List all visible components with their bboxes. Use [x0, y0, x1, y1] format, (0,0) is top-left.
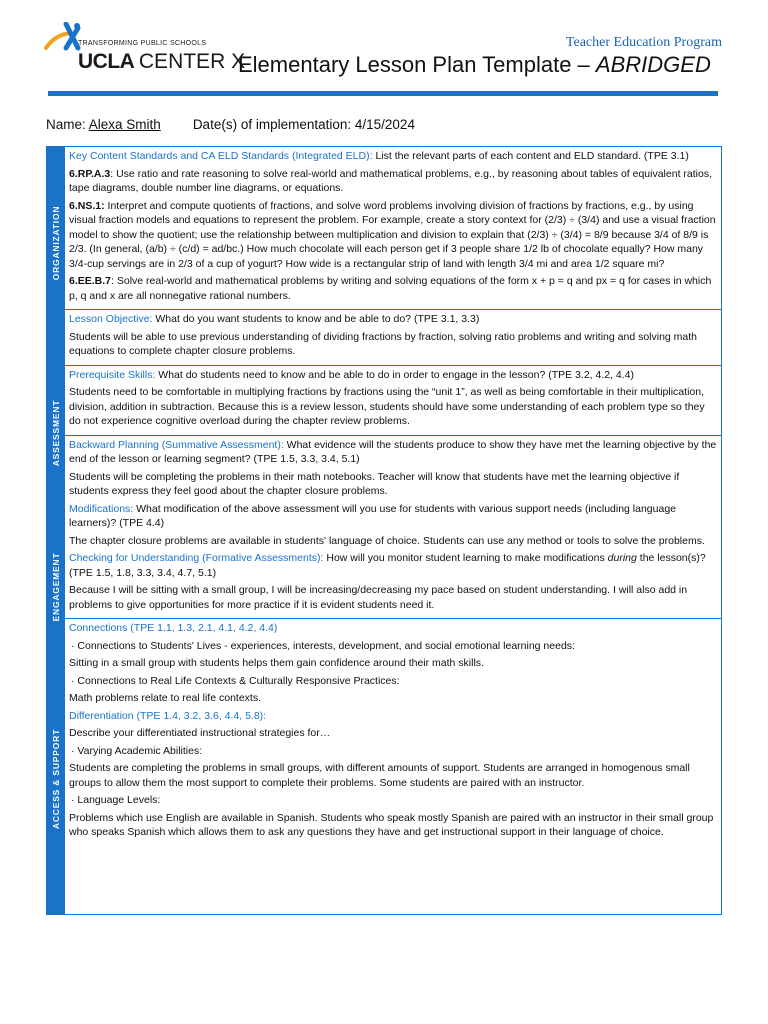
objective-prompt	[69, 312, 717, 327]
page-title	[238, 52, 711, 78]
standard-item	[69, 199, 717, 272]
engagement-section	[65, 436, 721, 620]
logo-centerx: CENTER X	[138, 50, 246, 73]
checking-prompt-b: the lesson(s)? (TPE 1.5, 1.8, 3.3, 3.4, 4.7, 5.1)	[69, 552, 706, 579]
side-label-engagement: ENGAGEMENT	[51, 552, 61, 622]
prereq-prompt	[69, 368, 717, 383]
checking-prompt	[69, 551, 717, 580]
header-divider	[48, 91, 718, 96]
modifications-answer: The chapter closure problems are available in students' language of choice. Students can use any method or tools to solve the problems.	[69, 534, 705, 547]
name-value: Alexa Smith	[88, 117, 161, 132]
standard-item	[69, 274, 717, 303]
differentiation-academic-label: · Varying Academic Abilities:	[71, 744, 203, 757]
prereq-answer: Students need to be comfortable in multiplying fractions by fractions using the “unit 1”, as well as being comfortable in their multiplication, division, addition in subtraction. Because this is a review lesson, students should have some understanding of each problem type so they do not experience cognitive overload during the chapter review problems.	[69, 386, 705, 427]
checking-answer: Because I will be sitting with a small group, I will be increasing/decreasing my pace based on student understanding. I will also add in problems to give opportunities for more practice if it is evident students need it.	[69, 584, 688, 611]
differentiation-language-label: · Language Levels:	[71, 794, 161, 806]
title-main: Elementary Lesson Plan Template –	[238, 52, 596, 77]
differentiation-language-answer: Problems which use English are available in Spanish. Students who speak mostly Spanish are paired with an instructor in their small group who speaks Spanish which allows them to ask any questions they have and get instructional support in their language of choice.	[69, 811, 714, 838]
side-label-assessment: ASSESSMENT	[51, 399, 61, 467]
logo-ucla: UCLA	[78, 50, 134, 73]
modifications-prompt-text: What modification of the above assessment will you use for students with various support needs (including language learners)? (TPE 4.4)	[69, 502, 677, 529]
lesson-plan-table	[46, 146, 722, 915]
checking-heading: Checking for Understanding (Formative Assessments):	[69, 552, 327, 564]
standard-code: 6.RP.A.3	[69, 167, 111, 180]
logo-tagline: TRANSFORMING PUBLIC SCHOOLS	[78, 40, 207, 47]
standard-item	[69, 167, 717, 196]
objective-prompt-text: What do you want students to know and be able to do? (TPE 3.1, 3.3)	[155, 313, 480, 325]
prereq-prompt-text: What do students need to know and be able to do in order to engage in the lesson? (TPE 3.2, 4.2, 4.4)	[158, 368, 635, 381]
objective-answer: Students will be able to use previous understanding of dividing fractions by fraction, solving ratio problems and writing and solving math equations to complete chapter closure problems.	[69, 330, 698, 357]
standard-code: 6.EE.B.7	[69, 275, 112, 287]
prereq-section	[65, 366, 721, 436]
logo-wordmark	[78, 50, 245, 74]
modifications-heading: Modifications:	[69, 502, 137, 515]
side-label-access-support: ACCESS & SUPPORT	[51, 728, 61, 830]
differentiation-heading: Differentiation (TPE 1.4, 3.2, 3.6, 4.4, 5.8):	[69, 709, 267, 722]
standard-text: : Use ratio and rate reasoning to solve real-world and mathematical problems, e.g., by reasoning about tables of equivalent ratios, tape diagrams, double number line diagrams, or equations.	[69, 167, 713, 194]
backward-prompt	[69, 438, 717, 467]
date-value: 4/15/2024	[354, 117, 415, 132]
standards-heading: Key Content Standards and CA ELD Standards (Integrated ELD):	[69, 150, 376, 162]
connections-lives-label: · Connections to Students' Lives - experiences, interests, development, and social emotional learning needs:	[71, 639, 575, 652]
objective-heading: Lesson Objective:	[69, 313, 156, 325]
backward-prompt-text: What evidence will the students produce to show they have met the learning objective by the end of the lesson or learning segment? (TPE 1.5, 3.3, 3.4, 5.1)	[69, 438, 717, 465]
access-support-section	[65, 619, 721, 846]
checking-prompt-em: during	[607, 552, 637, 564]
connections-heading: Connections (TPE 1.1, 1.3, 2.1, 4.1, 4.2, 4.4)	[69, 622, 278, 634]
date-label: Date(s) of implementation:	[192, 117, 355, 132]
differentiation-academic-answer: Students are completing the problems in small groups, with different amounts of support. Students are arranged in homogenous small groups to allow them the most support to complete their problems. Some students are paired with an instructor.	[69, 762, 690, 789]
info-line	[46, 117, 415, 132]
checking-prompt-a: How will you monitor student learning to make modifications	[326, 552, 608, 564]
side-bar	[47, 147, 65, 914]
name-label: Name:	[46, 117, 89, 132]
modifications-prompt	[69, 502, 717, 531]
standards-section	[65, 147, 721, 310]
prereq-heading: Prerequisite Skills:	[69, 368, 159, 381]
backward-heading: Backward Planning (Summative Assessment):	[69, 438, 287, 451]
connections-lives-answer: Sitting in a small group with students helps them gain confidence around their math skills.	[69, 657, 484, 669]
connections-real-answer: Math problems relate to real life contexts.	[69, 692, 262, 704]
differentiation-describe: Describe your differentiated instructional strategies for…	[69, 727, 331, 739]
program-name: Teacher Education Program	[565, 35, 722, 50]
standard-text: : Solve real-world and mathematical problems by writing and solving equations of the form x + p = q and px = q for cases in which p, q and x are all nonnegative rational numbers.	[69, 275, 712, 302]
backward-answer: Students will be completing the problems in their math notebooks. Teacher will know that students have met the learning objective if students express they feel good about the chapter closure problems.	[69, 470, 680, 497]
objective-section	[65, 310, 721, 366]
standards-prompt-text: List the relevant parts of each content and ELD standard. (TPE 3.1)	[375, 150, 689, 162]
title-emphasis: ABRIDGED	[595, 52, 711, 77]
connections-real-label: · Connections to Real Life Contexts & Culturally Responsive Practices:	[71, 674, 400, 687]
standards-prompt	[69, 149, 717, 164]
page-header	[0, 0, 768, 100]
table-content	[65, 147, 721, 914]
ucla-center-x-logo	[44, 22, 246, 80]
side-label-organization: ORGANIZATION	[51, 205, 61, 281]
standard-code: 6.NS.1:	[69, 199, 105, 212]
standard-text: Interpret and compute quotients of fractions, and solve word problems involving division of fractions by fractions, e.g., by using visual fraction models and equations to represent the problem. For example, create a story context for (2/3) ÷ (3/4) and use a visual fraction model to show the quotient; use the relationship between multiplication and division to explain that (2/3) ÷ (3/4) = 8/9 because 3/4 of 8/9 is 2/3. (In general, (a/b) ÷ (c/d) = ad/bc.) How much chocolate will each person get if 3 people share 1/2 lb of chocolate equally? How many 3/4-cup servings are in 2/3 of a cup of yogurt? How wide is a rectangular strip of land with length 3/4 mi and area 1/2 square mi?	[69, 199, 716, 270]
